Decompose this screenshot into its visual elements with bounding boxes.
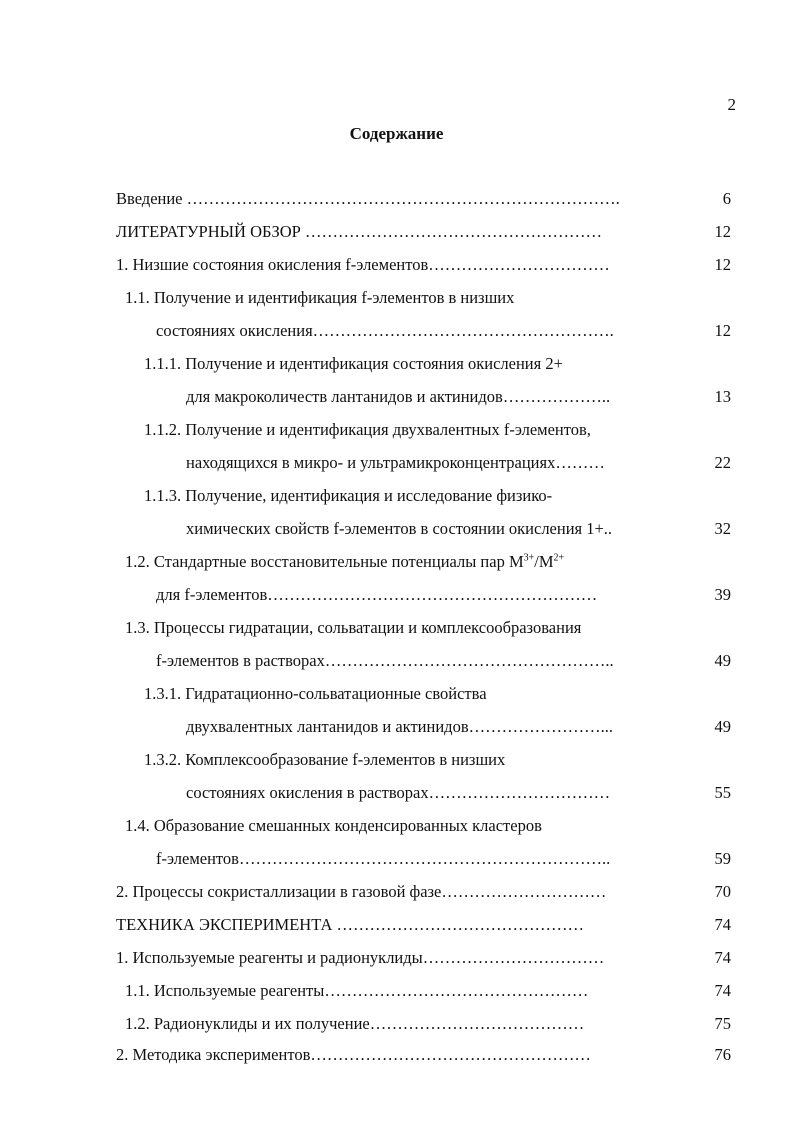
toc-page-number: 6	[722, 189, 731, 208]
toc-entry-1-1-2[interactable]: 1.1.2. Получение и идентификация двухвалентных f-элементов,	[144, 420, 591, 439]
toc-page-number: 74	[714, 948, 731, 967]
slash: /M	[534, 552, 554, 571]
toc-entry-1-1-3[interactable]: 1.1.3. Получение, идентификация и исследование физико-	[144, 486, 553, 505]
toc-page-number: 75	[714, 1014, 731, 1033]
toc-page-number: 39	[714, 585, 731, 604]
toc-entry-1-3-2-cont[interactable]: состояниях окисления в растворах……………………………	[186, 783, 611, 802]
toc-page-number: 32	[714, 519, 731, 538]
toc-entry-exp-1[interactable]: 1. Используемые реагенты и радионуклиды……………………………	[116, 948, 605, 967]
superscript-3plus: 3+	[523, 552, 535, 564]
toc-page-number: 13	[714, 387, 731, 406]
page-number: 2	[727, 95, 736, 114]
toc-entry-exp-1-1[interactable]: 1.1. Используемые реагенты…………………………………………	[125, 981, 589, 1000]
toc-entry-1-4[interactable]: 1.4. Образование смешанных конденсированных кластеров	[125, 816, 542, 835]
toc-entry-1-3-1[interactable]: 1.3.1. Гидратационно-сольватационные свойства	[144, 684, 487, 703]
toc-entry-1-3-1-cont[interactable]: двухвалентных лантанидов и актинидов……………………...	[186, 717, 613, 736]
toc-entry-exp-1-2[interactable]: 1.2. Радионуклиды и их получение…………………………………	[125, 1014, 585, 1033]
toc-entry-exp-2[interactable]: 2. Методика экспериментов……………………………………………	[116, 1045, 591, 1064]
toc-entry-1-2-cont[interactable]: для f-элементов……………………………………………………	[156, 585, 598, 604]
toc-entry-1-1-1-cont[interactable]: для макроколичеств лантанидов и актинидов………………..	[186, 387, 611, 406]
toc-entry-intro[interactable]: Введение …………………………………………………………………….	[116, 189, 620, 208]
toc-entry-1-1-2-cont[interactable]: находящихся в микро- и ультрамикроконцентрациях………	[186, 453, 605, 472]
toc-page-number: 12	[714, 255, 731, 274]
toc-entry-1-1[interactable]: 1.1. Получение и идентификация f-элементов в низших	[125, 288, 515, 307]
toc-entry-1[interactable]: 1. Низшие состояния окисления f-элементов……………………………	[116, 255, 610, 274]
toc-page-number: 55	[714, 783, 731, 802]
toc-page-number: 59	[714, 849, 731, 868]
toc-entry-experimental[interactable]: ТЕХНИКА ЭКСПЕРИМЕНТА ………………………………………	[116, 915, 584, 934]
toc-page-number: 49	[714, 651, 731, 670]
toc-entry-1-1-3-cont[interactable]: химических свойств f-элементов в состоянии окисления 1+..	[186, 519, 613, 538]
toc-entry-2[interactable]: 2. Процессы сокристаллизации в газовой фазе…………………………	[116, 882, 607, 901]
toc-page-number: 74	[714, 981, 731, 1000]
toc-page-number: 74	[714, 915, 731, 934]
toc-page-number: 76	[714, 1045, 731, 1064]
toc-entry-1-2[interactable]	[125, 552, 564, 572]
toc-entry-literature-review[interactable]: ЛИТЕРАТУРНЫЙ ОБЗОР ………………………………………………	[116, 222, 602, 241]
toc-entry-1-3[interactable]: 1.3. Процессы гидратации, сольватации и комплексообразования	[125, 618, 582, 637]
superscript-2plus: 2+	[553, 552, 565, 564]
toc-page-number: 12	[714, 321, 731, 340]
toc-entry-1-1-1[interactable]: 1.1.1. Получение и идентификация состояния окисления 2+	[144, 354, 563, 373]
toc-entry-1-2-text: 1.2. Стандартные восстановительные потенциалы пар M	[125, 552, 524, 571]
toc-page-number: 70	[714, 882, 731, 901]
toc-entry-1-4-cont[interactable]: f-элементов…………………………………………………………..	[156, 849, 611, 868]
page-title: Содержание	[349, 124, 444, 143]
toc-page-number: 22	[714, 453, 731, 472]
toc-entry-1-3-2[interactable]: 1.3.2. Комплексообразование f-элементов в низших	[144, 750, 506, 769]
toc-entry-1-1-cont[interactable]: состояниях окисления……………………………………………….	[156, 321, 614, 340]
toc-page-number: 49	[714, 717, 731, 736]
toc-page-number: 12	[714, 222, 731, 241]
toc-entry-1-3-cont[interactable]: f-элементов в растворах……………………………………………..	[156, 651, 614, 670]
